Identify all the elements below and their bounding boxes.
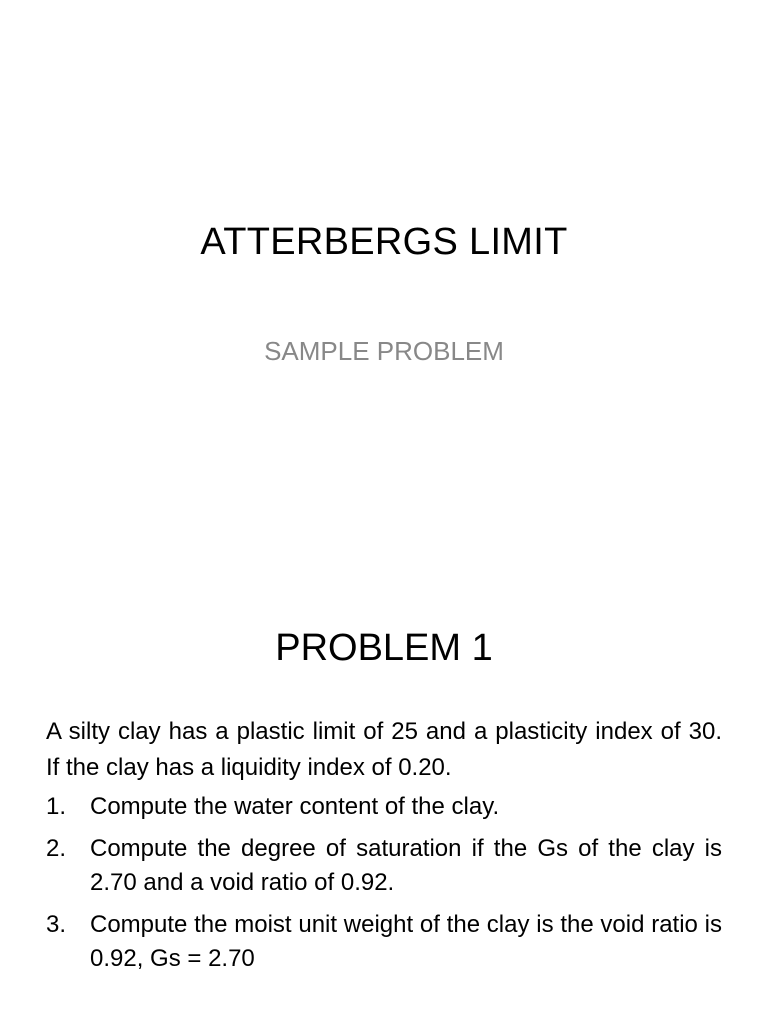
- question-text: Compute the moist unit weight of the clay is the void ratio is 0.92, Gs = 2.70: [90, 911, 722, 972]
- slide-subtitle: SAMPLE PROBLEM: [264, 336, 504, 366]
- problem-statement: A silty clay has a plastic limit of 25 and a plasticity index of 30. If the clay has a liquidity index of 0.20.: [46, 718, 722, 781]
- question-number: 2.: [46, 835, 67, 862]
- problem-body: [46, 714, 722, 984]
- problem-title: PROBLEM 1: [275, 627, 493, 669]
- question-text: Compute the degree of saturation if the Gs of the clay is 2.70 and a void ratio of 0.92.: [90, 835, 722, 896]
- slide-title: ATTERBERGS LIMIT: [200, 221, 568, 263]
- question-item: [46, 908, 722, 976]
- question-number: 3.: [46, 911, 67, 938]
- question-text: Compute the water content of the clay.: [90, 793, 500, 820]
- question-list: [46, 790, 722, 976]
- question-item: [46, 790, 722, 824]
- question-number: 1.: [46, 793, 67, 820]
- problem-slide: [0, 512, 768, 1024]
- question-item: [46, 832, 722, 900]
